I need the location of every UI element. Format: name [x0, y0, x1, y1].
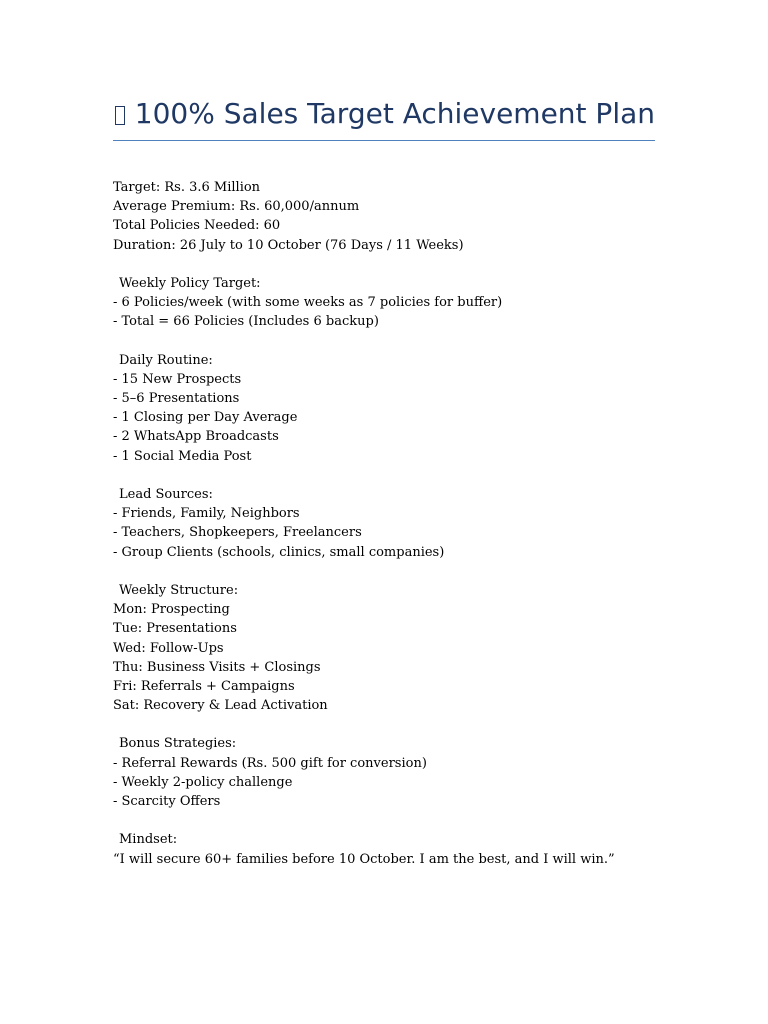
list-item: - 1 Closing per Day Average: [113, 410, 298, 426]
list-item: - Friends, Family, Neighbors: [113, 506, 300, 522]
spacer: [113, 811, 673, 830]
spacer: [113, 466, 673, 485]
schedule-item-wed: Wed: Follow-Ups: [113, 640, 224, 656]
spacer: [113, 255, 673, 274]
document-body: [113, 178, 673, 869]
list-item: - Weekly 2-policy challenge: [113, 774, 293, 790]
schedule-item-fri: Fri: Referrals + Campaigns: [113, 678, 295, 694]
daily-routine-section: [113, 351, 673, 466]
document-title: [113, 94, 655, 134]
section-heading: Daily Routine:: [119, 352, 213, 368]
list-item: - 15 New Prospects: [113, 371, 242, 387]
schedule-item-mon: Mon: Prospecting: [113, 602, 230, 618]
summary-target: Target: Rs. 3.6 Million: [113, 180, 261, 195]
section-heading: Weekly Policy Target:: [119, 275, 261, 291]
mindset-quote: “I will secure 60+ families before 10 October. I am the best, and I will win.”: [113, 851, 615, 867]
list-item: - Teachers, Shopkeepers, Freelancers: [113, 525, 362, 541]
mindset-section: [113, 830, 673, 868]
spacer: [113, 562, 673, 581]
weekly-structure-section: [113, 581, 673, 715]
spacer: [113, 332, 673, 351]
missing-glyph-icon: [115, 106, 125, 125]
list-item: - 5–6 Presentations: [113, 391, 240, 407]
schedule-item-thu: Thu: Business Visits + Closings: [113, 659, 321, 675]
section-heading: Bonus Strategies:: [119, 736, 237, 752]
schedule-item-tue: Tue: Presentations: [113, 621, 237, 637]
list-item: - 6 Policies/week (with some weeks as 7 policies for buffer): [113, 295, 503, 311]
summary-total-policies: Total Policies Needed: 60: [113, 218, 281, 234]
list-item: - 2 WhatsApp Broadcasts: [113, 429, 279, 445]
lead-sources-section: [113, 485, 673, 562]
list-item: - Group Clients (schools, clinics, small companies): [113, 544, 445, 560]
section-heading: Lead Sources:: [119, 487, 213, 502]
weekly-policy-target-section: [113, 274, 673, 332]
spacer: [113, 715, 673, 734]
list-item: - 1 Social Media Post: [113, 448, 252, 464]
summary-duration: Duration: 26 July to 10 October (76 Days / 11 Weeks): [113, 237, 464, 253]
title-underline-rule: [113, 140, 655, 141]
summary-average-premium: Average Premium: Rs. 60,000/annum: [113, 199, 360, 215]
bonus-strategies-section: [113, 734, 673, 811]
list-item: - Total = 66 Policies (Includes 6 backup): [113, 314, 379, 330]
title-block: [113, 94, 655, 134]
document-title-text: 100% Sales Target Achievement Plan: [134, 97, 655, 130]
section-heading: Weekly Structure:: [119, 582, 239, 598]
summary-section: [113, 178, 673, 255]
list-item: - Referral Rewards (Rs. 500 gift for conversion): [113, 755, 427, 771]
schedule-item-sat: Sat: Recovery & Lead Activation: [113, 698, 328, 714]
list-item: - Scarcity Offers: [113, 794, 221, 809]
section-heading: Mindset:: [119, 832, 178, 848]
